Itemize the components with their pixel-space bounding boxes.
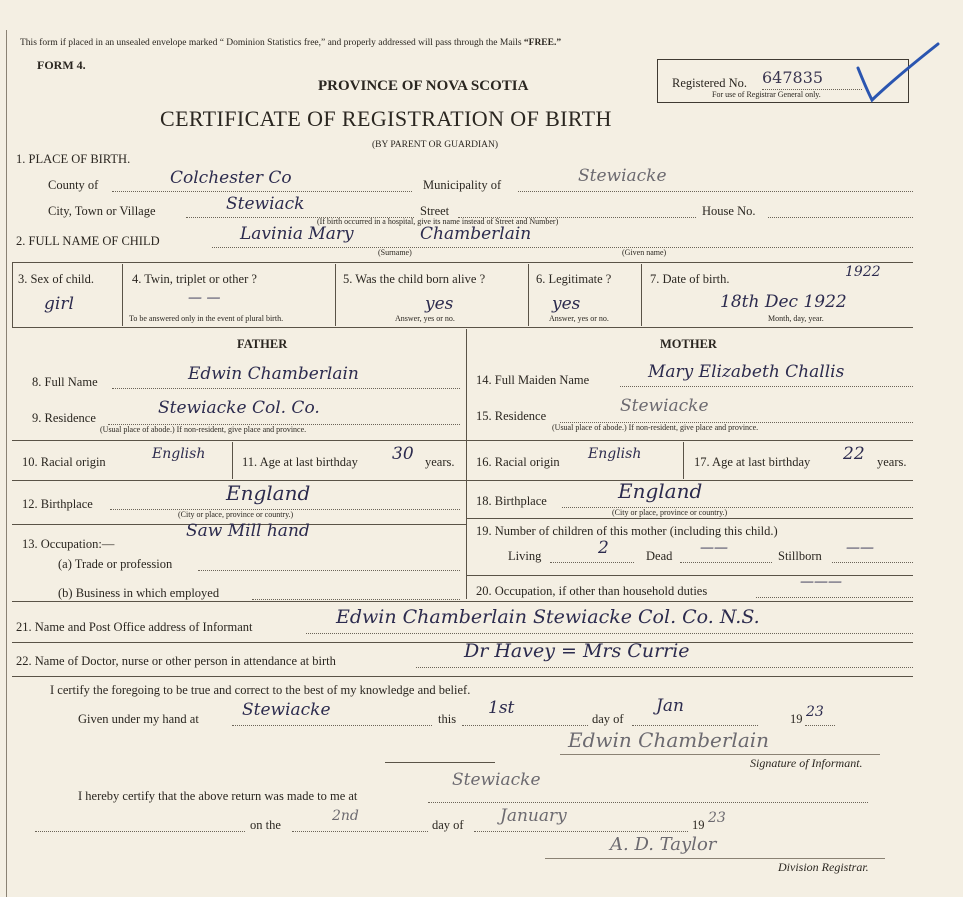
mother-residence-value: Stewiacke bbox=[620, 396, 709, 416]
certify-statement: I certify the foregoing to be true and correct to the best of my knowledge and belief. bbox=[50, 683, 471, 697]
stillborn-value: —— bbox=[846, 540, 874, 556]
given-name-note: (Given name) bbox=[622, 248, 667, 257]
mother-age-value: 22 bbox=[843, 444, 865, 464]
father-name-value: Edwin Chamberlain bbox=[188, 364, 359, 384]
born-alive-value: yes bbox=[425, 294, 454, 314]
informant-value: Edwin Chamberlain Stewiacke Col. Co. N.S. bbox=[336, 606, 760, 628]
registrar-use-note: For use of Registrar General only. bbox=[712, 90, 821, 99]
legitimate-value: yes bbox=[552, 294, 581, 314]
mother-years-label: years. bbox=[877, 455, 907, 469]
registrar-year-prefix: 19 bbox=[692, 818, 705, 832]
municipality-value: Stewiacke bbox=[578, 166, 667, 186]
registered-number: 647835 bbox=[762, 68, 824, 87]
child-surname: Chamberlain bbox=[420, 224, 532, 244]
details-bottom-rule bbox=[12, 327, 913, 328]
born-alive-label: 5. Was the child born alive ? bbox=[343, 272, 486, 286]
certificate-subtitle: (BY PARENT OR GUARDIAN) bbox=[372, 140, 499, 150]
dob-year-correction: 1922 bbox=[845, 264, 881, 280]
father-trade-label: (a) Trade or profession bbox=[58, 557, 173, 571]
doctor-value: Dr Havey = Mrs Currie bbox=[464, 640, 690, 662]
father-occupation-label: 13. Occupation:— bbox=[22, 537, 115, 551]
twin-note: To be answered only in the event of plural birth. bbox=[129, 314, 284, 323]
hospital-note: (If birth occurred in a hospital, give its name instead of Street and Number) bbox=[317, 217, 559, 226]
given-under-label: Given under my hand at bbox=[78, 712, 199, 726]
registrar-month-value: January bbox=[500, 806, 567, 826]
mother-racial-label: 16. Racial origin bbox=[476, 455, 560, 469]
registrar-day-value: 2nd bbox=[332, 808, 359, 824]
dob-note: Month, day, year. bbox=[768, 314, 824, 323]
living-label: Living bbox=[508, 549, 542, 563]
mother-abode-note: (Usual place of abode.) If non-resident, give place and province. bbox=[552, 423, 759, 432]
dead-value: —— bbox=[700, 540, 728, 556]
legitimate-label: 6. Legitimate ? bbox=[536, 272, 612, 286]
registrar-statement: I hereby certify that the above return was made to me at bbox=[78, 789, 358, 803]
mother-birthplace-label: 18. Birthplace bbox=[476, 494, 547, 508]
informant-signature-label: Signature of Informant. bbox=[750, 756, 863, 770]
mother-birthplace-value: England bbox=[618, 479, 703, 503]
informant-label: 21. Name and Post Office address of Informant bbox=[16, 620, 253, 634]
place-of-birth-heading: 1. PLACE OF BIRTH. bbox=[16, 152, 131, 166]
given-year-prefix: 19 bbox=[790, 712, 803, 726]
twin-label: 4. Twin, triplet or other ? bbox=[132, 272, 257, 286]
mother-age-label: 17. Age at last birthday bbox=[694, 455, 811, 469]
living-value: 2 bbox=[598, 538, 609, 558]
father-birthplace-label: 12. Birthplace bbox=[22, 497, 93, 511]
given-year-value: 23 bbox=[806, 704, 824, 720]
mother-residence-label: 15. Residence bbox=[476, 409, 547, 423]
mother-birthplace-note: (City or place, province or country.) bbox=[612, 508, 728, 517]
doctor-label: 22. Name of Doctor, nurse or other person in attendance at birth bbox=[16, 654, 336, 668]
child-given-name: Lavinia Mary bbox=[240, 224, 354, 244]
registrar-place-value: Stewiacke bbox=[452, 770, 541, 790]
street-label: Street bbox=[420, 204, 450, 218]
father-birthplace-note: (City or place, province or country.) bbox=[178, 510, 294, 519]
dob-label: 7. Date of birth. bbox=[650, 272, 730, 286]
county-label: County of bbox=[48, 178, 99, 192]
given-day-value: 1st bbox=[488, 698, 515, 718]
mother-occupation-label: 20. Occupation, if other than household duties bbox=[476, 584, 708, 598]
blue-check-mark bbox=[850, 38, 945, 108]
house-label: House No. bbox=[702, 204, 756, 218]
registrar-day-of-label: day of bbox=[432, 818, 464, 832]
stillborn-label: Stillborn bbox=[778, 549, 822, 563]
father-occupation-value: Saw Mill hand bbox=[186, 521, 310, 541]
sex-value: girl bbox=[44, 294, 74, 314]
father-heading: FATHER bbox=[237, 337, 288, 351]
sex-label: 3. Sex of child. bbox=[18, 272, 95, 286]
mother-racial-value: English bbox=[588, 446, 642, 462]
registered-label: Registered No. bbox=[672, 76, 747, 90]
certificate-title: CERTIFICATE OF REGISTRATION OF BIRTH bbox=[160, 106, 612, 131]
father-age-value: 30 bbox=[392, 444, 414, 464]
city-label: City, Town or Village bbox=[48, 204, 156, 218]
dead-label: Dead bbox=[646, 549, 673, 563]
father-business-label: (b) Business in which employed bbox=[58, 586, 220, 600]
this-label: this bbox=[438, 712, 457, 726]
surname-note: (Surname) bbox=[378, 248, 412, 257]
father-age-label: 11. Age at last birthday bbox=[242, 455, 358, 469]
legitimate-note: Answer, yes or no. bbox=[549, 314, 609, 323]
father-racial-label: 10. Racial origin bbox=[22, 455, 106, 469]
father-residence-value: Stewiacke Col. Co. bbox=[158, 398, 320, 418]
registrar-year-value: 23 bbox=[708, 810, 726, 826]
details-top-rule bbox=[12, 262, 913, 263]
child-name-label: 2. FULL NAME OF CHILD bbox=[16, 234, 160, 248]
mother-name-value: Mary Elizabeth Challis bbox=[648, 362, 845, 382]
father-years-label: years. bbox=[425, 455, 455, 469]
mother-name-label: 14. Full Maiden Name bbox=[476, 373, 590, 387]
father-residence-label: 9. Residence bbox=[32, 411, 96, 425]
father-racial-value: English bbox=[152, 446, 206, 462]
given-month-value: Jan bbox=[656, 696, 684, 716]
registrar-on-the-label: on the bbox=[250, 818, 281, 832]
children-count-label: 19. Number of children of this mother (including this child.) bbox=[476, 524, 778, 538]
mother-heading: MOTHER bbox=[660, 337, 717, 351]
city-value: Stewiack bbox=[226, 194, 305, 214]
province-heading: PROVINCE OF NOVA SCOTIA bbox=[318, 78, 529, 94]
father-name-label: 8. Full Name bbox=[32, 375, 98, 389]
father-birthplace-value: England bbox=[226, 481, 311, 505]
born-alive-note: Answer, yes or no. bbox=[395, 314, 455, 323]
registrar-signature-label: Division Registrar. bbox=[778, 860, 869, 874]
given-place-value: Stewiacke bbox=[242, 700, 331, 720]
given-day-of-label: day of bbox=[592, 712, 624, 726]
mail-notice: This form if placed in an unsealed envelope marked “ Dominion Statistics free,” and properly addressed will pass through the Mails “FREE.” bbox=[20, 38, 562, 48]
father-abode-note: (Usual place of abode.) If non-resident, give place and province. bbox=[100, 425, 307, 434]
registrar-signature: A. D. Taylor bbox=[610, 834, 717, 855]
parents-divider bbox=[466, 329, 467, 599]
twin-value: — — bbox=[188, 290, 221, 306]
informant-signature: Edwin Chamberlain bbox=[568, 728, 770, 752]
mother-occupation-value: ——— bbox=[800, 574, 842, 590]
left-edge-line bbox=[6, 30, 7, 897]
county-value: Colchester Co bbox=[170, 168, 292, 188]
dob-value: 18th Dec 1922 bbox=[720, 292, 847, 312]
form-number: FORM 4. bbox=[37, 58, 86, 72]
municipality-label: Municipality of bbox=[423, 178, 502, 192]
